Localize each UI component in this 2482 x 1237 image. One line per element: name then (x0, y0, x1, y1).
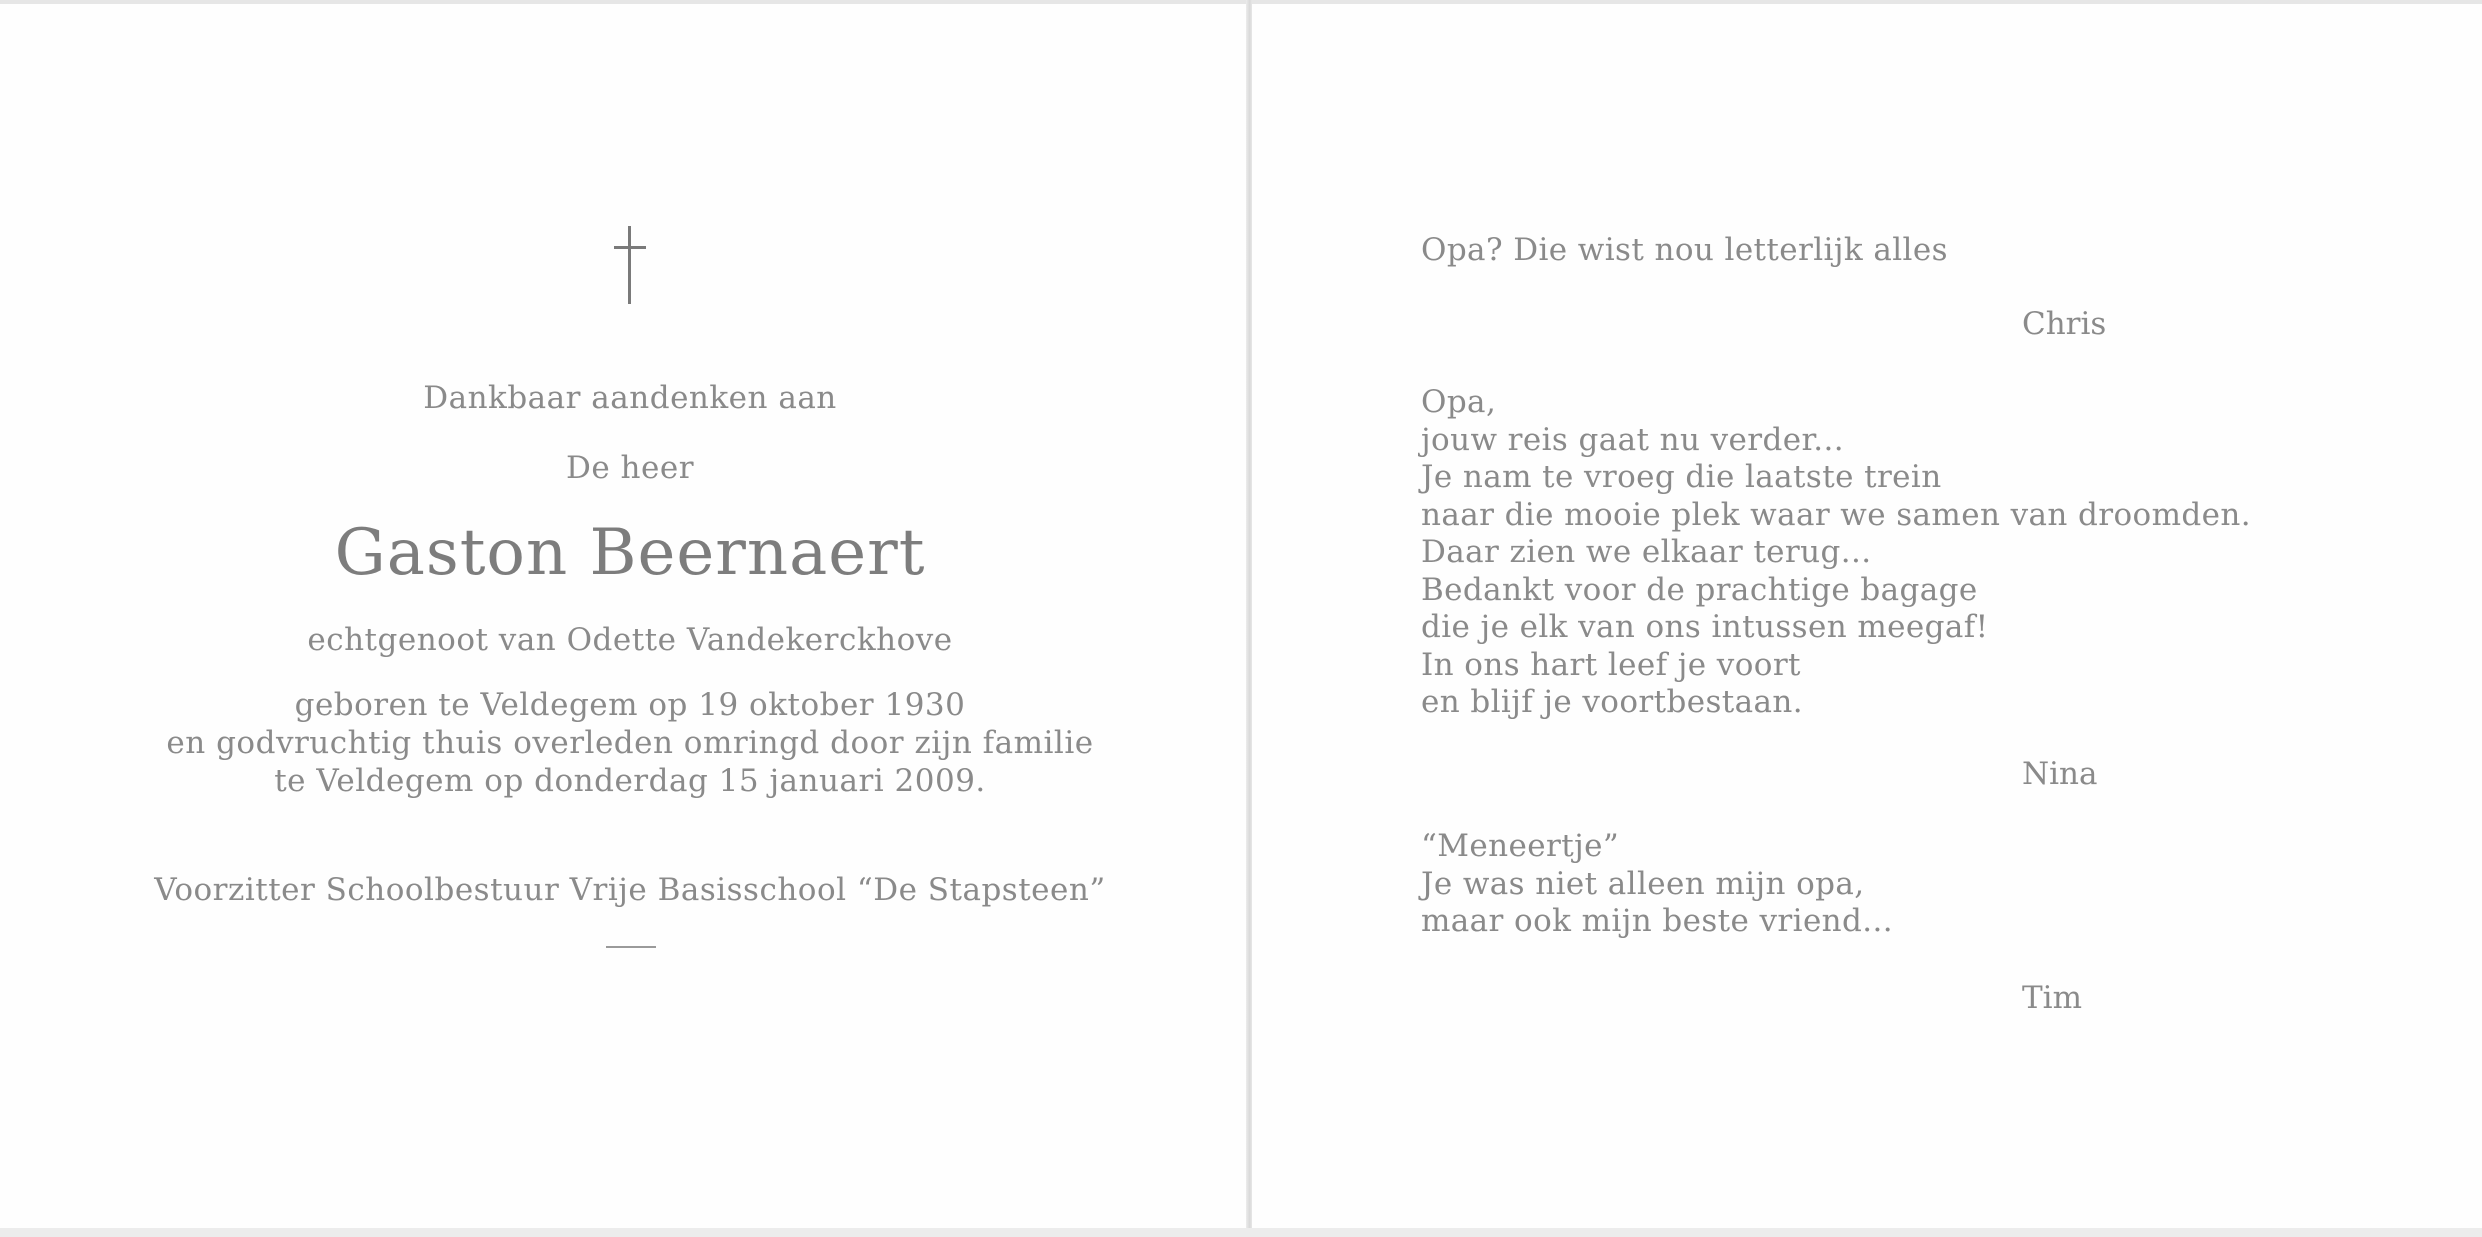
divider (606, 946, 656, 948)
message-line: Je nam te vroeg die laatste trein (1421, 459, 1942, 495)
message-line: Opa, (1421, 384, 1497, 420)
message-line: maar ook mijn beste vriend... (1421, 903, 1894, 939)
biography (80, 686, 1180, 800)
message-line: “Meneertje” (1421, 828, 1620, 864)
message-line: die je elk van ons intussen meegaf! (1421, 609, 1989, 645)
message-line: In ons hart leef je voort (1421, 646, 1801, 683)
bio-line: en godvruchtig thuis overleden omringd door zijn familie (166, 725, 1094, 761)
memorial-heading: Dankbaar aandenken aan (423, 380, 837, 416)
cross-icon (610, 226, 650, 304)
card-bottom-edge (0, 1228, 2482, 1237)
message-line: Je was niet alleen mijn opa, (1421, 865, 1865, 902)
role-line: Voorzitter Schoolbestuur Vrije Basisschool “De Stapsteen” (154, 872, 1106, 908)
spouse-line: echtgenoot van Odette Vandekerckhove (307, 622, 953, 658)
message-line: Daar zien we elkaar terug... (1421, 534, 1872, 570)
deceased-name: Gaston Beernaert (334, 516, 926, 590)
bio-line: geboren te Veldegem op 19 oktober 1930 (294, 687, 966, 723)
message-tim (1421, 828, 1893, 941)
message-line: en blijf je voortbestaan. (1421, 684, 1804, 720)
message-chris (1421, 232, 1948, 270)
author-signature: Tim (2022, 980, 2082, 1016)
message-nina (1421, 384, 2251, 722)
bio-line: te Veldegem op donderdag 15 januari 2009. (274, 763, 986, 799)
salutation: De heer (565, 450, 695, 486)
message-line: Opa? Die wist nou letterlijk alles (1421, 232, 1948, 268)
author-signature: Nina (2022, 756, 2098, 792)
message-line: Bedankt voor de prachtige bagage (1421, 571, 1978, 608)
author-signature: Chris (2022, 306, 2107, 342)
message-line: naar die mooie plek waar we samen van droomden. (1421, 496, 2252, 533)
message-line: jouw reis gaat nu verder... (1421, 421, 1845, 458)
